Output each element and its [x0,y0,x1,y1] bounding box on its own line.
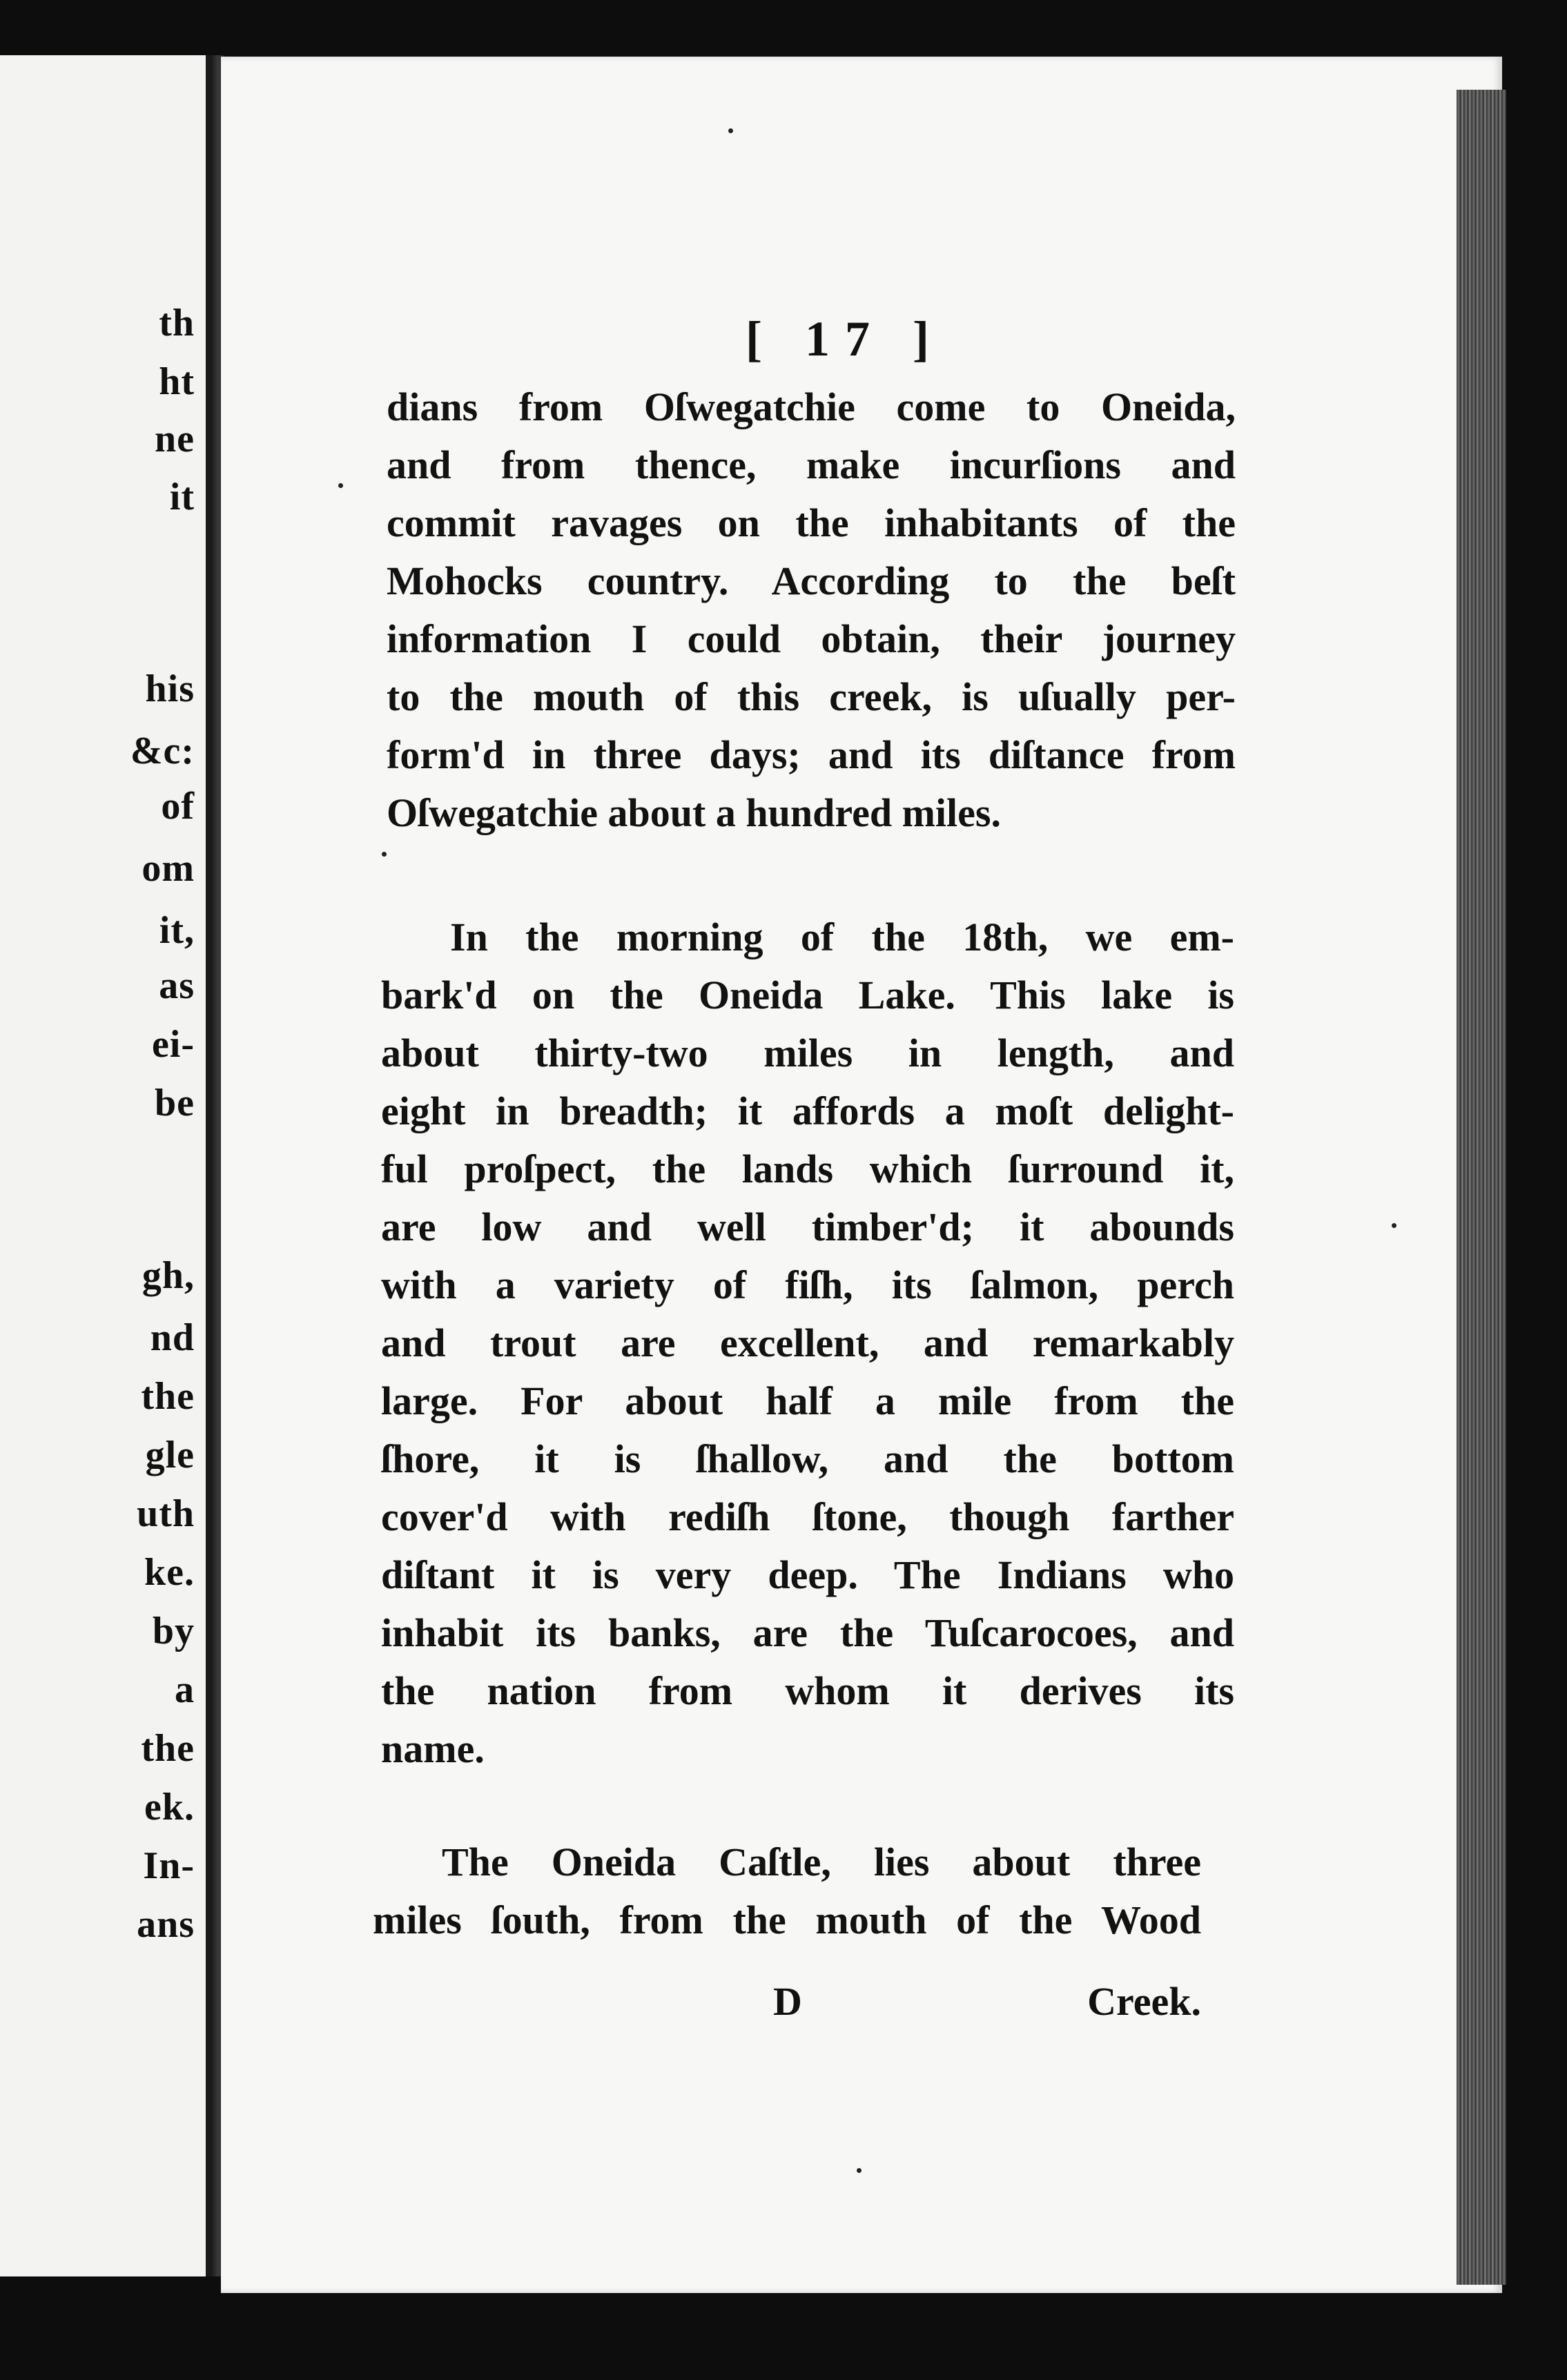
signature-mark: D [773,1979,802,2024]
page-number: [ 17 ] [746,311,944,367]
left-fragment: ne [155,418,195,460]
left-fragment: be [155,1082,195,1124]
left-fragment: om [142,847,195,890]
text-line: commit ravages on the inhabitants of the [387,500,1236,545]
paragraph-3 [373,1833,1201,1949]
text-line: inhabit its banks, are the Tuſcarocoes, and [381,1610,1234,1655]
text-line: to the mouth of this creek, is uſually per- [387,674,1236,719]
left-fragment: gle [145,1434,195,1476]
catchword: Creek. [1087,1979,1201,2024]
left-fragment: uth [137,1492,195,1535]
ink-speck [338,483,343,488]
page-edges [1457,90,1506,2285]
ink-speck [857,2168,862,2173]
text-line: cover'd with rediſh ſtone, though farther [381,1494,1234,1539]
text-line: diſtant it is very deep. The Indians who [381,1552,1234,1597]
left-fragment: &c: [130,730,195,772]
left-fragment: ke. [144,1551,195,1594]
left-fragment: it, [159,909,195,952]
left-fragment: ans [137,1903,195,1946]
ink-speck [1392,1223,1396,1228]
left-fragment: ht [159,360,195,403]
left-fragment: as [159,964,195,1007]
left-fragment: the [141,1375,195,1418]
text-line: information I could obtain, their journey [387,616,1236,661]
paragraph-2 [381,908,1234,1778]
left-facing-page [0,55,211,2276]
left-fragment: ei- [151,1023,195,1066]
footer-row [773,1973,1201,2031]
text-line: In the morning of the 18th, we em- [450,915,1234,959]
ink-speck [382,852,387,857]
text-line: miles ſouth, from the mouth of the Wood [373,1898,1201,1942]
text-line: and from thence, make incurſions and [387,442,1236,487]
ink-speck [728,128,733,133]
text-line: Oſwegatchie about a hundred miles. [387,790,1001,835]
text-line: name. [381,1726,485,1771]
left-fragment: th [159,302,195,344]
text-line: bark'd on the Oneida Lake. This lake is [381,973,1234,1017]
text-line: large. For about half a mile from the [381,1378,1234,1423]
text-line: form'd in three days; and its diſtance from [387,732,1236,777]
left-fragment: the [141,1727,195,1770]
text-line: are low and well timber'd; it abounds [381,1204,1234,1249]
text-line: ſhore, it is ſhallow, and the bottom [381,1436,1234,1481]
text-line: and trout are excellent, and remarkably [381,1320,1234,1365]
left-fragment: a [175,1668,195,1711]
left-fragment: his [145,667,195,710]
left-fragment: gh, [142,1254,195,1297]
text-line: ful proſpect, the lands which ſurround it, [381,1147,1234,1191]
text-line: dians from Oſwegatchie come to Oneida, [387,384,1236,429]
text-line: about thirty-two miles in length, and [381,1031,1234,1075]
text-line: eight in breadth; it affords a moſt delight- [381,1089,1234,1133]
text-line: The Oneida Caſtle, lies about three [442,1840,1201,1884]
left-fragment: by [152,1610,195,1652]
left-fragment: of [161,785,195,828]
text-line: the nation from whom it derives its [381,1668,1234,1713]
text-line: with a variety of fiſh, its ſalmon, perch [381,1262,1234,1307]
left-fragment: it [169,476,195,518]
text-line: Mohocks country. According to the beſt [387,558,1236,603]
left-fragment: ek. [144,1786,195,1828]
left-fragment: nd [150,1316,195,1359]
paragraph-1 [387,378,1236,842]
left-fragment: In- [143,1844,195,1887]
